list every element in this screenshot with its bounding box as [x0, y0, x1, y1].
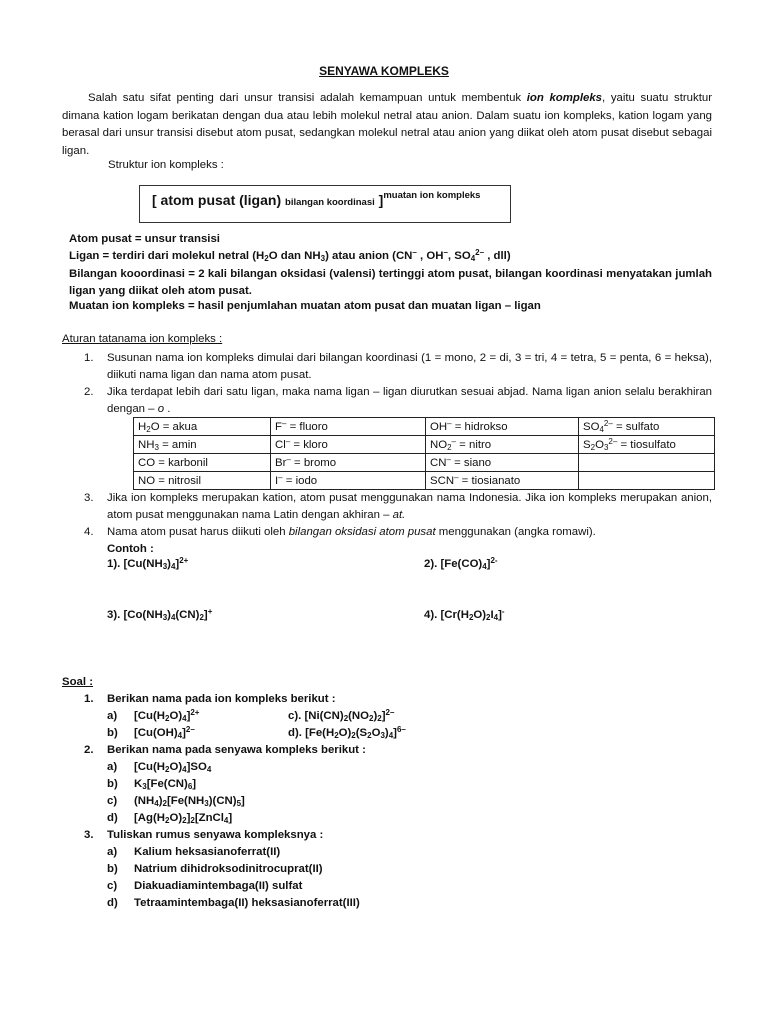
q3b-label: b)	[107, 863, 118, 875]
q2a-label: a)	[107, 761, 118, 773]
example-2: 2). $[Fe(CO)_4]^{2-}$	[424, 556, 498, 571]
q1a-label: a)	[107, 710, 118, 722]
example-3: 3). $[Co(NH_3)_4(CN)_2]^+$	[107, 607, 213, 622]
formula: [ atom pusat (ligan) bilangan koordinasi ]$^{muatan ion kompleks}$	[152, 190, 481, 208]
soal-heading: Soal :	[62, 676, 94, 688]
example-4: 4). $[Cr(H_2O)_2I_4]^-$	[424, 607, 505, 622]
rule-1: 1. Susunan nama ion kompleks dimulai dari bilangan koordinasi (1 = mono, 2 = di, 3 = tri, 4 = tetra, 5 = penta, 6 = heksa), diikuti nama ligan dan nama atom pusat.	[84, 352, 712, 381]
q2c-label: c)	[107, 795, 118, 807]
def-bilangan: Bilangan kooordinasi = 2 kali bilangan oksidasi (valensi) tertinggi atom pusat, bilangan koordinasi menyatakan jumlah ligan yang diikat oleh atom pusat.	[69, 268, 712, 297]
q3-num: 3.	[84, 829, 94, 841]
struktur-label: Struktur ion kompleks :	[108, 159, 224, 171]
contoh-label: Contoh :	[107, 543, 154, 555]
def-ligan: Ligan = terdiri dari molekul netral ($H_2O$ dan $NH_3$) atau anion (CN– , OH–, $SO_4^{2-}$ , dll)	[69, 248, 511, 263]
def-muatan: Muatan ion kompleks = hasil penjumlahan muatan atom pusat dan muatan ligan – ligan	[69, 300, 541, 312]
intro-paragraph: Salah satu sifat penting dari unsur transisi adalah kemampuan untuk membentuk ion kompleks, yaitu suatu struktur dimana kation logam berikatan dengan dua atau lebih molekul netral atau anion. Dalam suatu ion kompleks, kation logam yang berasal dari unsur transisi disebut atom pusat, sedangkan molekul netral atau anion yang diikat oleh atom pusat disebut sebagai ligan.	[62, 92, 712, 157]
ligand-table	[133, 417, 715, 490]
q1a: $[Cu(H_2O)_4]^{2+}$	[134, 708, 200, 723]
q3d: Tetraamintembaga(II) heksasianoferrat(III)	[134, 897, 360, 909]
q2a: $[Cu(H_2O)_4]SO_4$	[134, 761, 212, 774]
q3d-label: d)	[107, 897, 118, 909]
rule-2: 2. Jika terdapat lebih dari satu ligan, maka nama ligan – ligan diurutkan sesuai abjad. Nama ligan anion selalu berakhiran dengan – o .	[84, 386, 712, 415]
q1c: c). $[Ni(CN)_2(NO_2)_2]^{2-}$	[288, 708, 395, 723]
table-row: NO = nitrosil I– = iodo SCN– = tiosianato	[134, 472, 715, 490]
q3b: Natrium dihidroksodinitrocuprat(II)	[134, 863, 323, 875]
q3a: Kalium heksasianoferrat(II)	[134, 846, 281, 858]
q1-num: 1.	[84, 693, 94, 705]
q3-text: Tuliskan rumus senyawa kompleksnya :	[107, 829, 324, 841]
q2b-label: b)	[107, 778, 118, 790]
q2c: $(NH_4)_2[Fe(NH_3)(CN)_5]$	[134, 795, 245, 808]
aturan-heading: Aturan tatanama ion kompleks :	[62, 333, 223, 345]
q1b-label: b)	[107, 727, 118, 739]
q2-num: 2.	[84, 744, 94, 756]
q1b: $[Cu(OH)_4]^{2-}$	[134, 725, 195, 740]
rule-3: 3. Jika ion kompleks merupakan kation, atom pusat menggunakan nama Indonesia. Jika ion kompleks merupakan anion, atom pusat menggunakan nama Latin dengan akhiran – at.	[84, 492, 712, 521]
q3c: Diakuadiamintembaga(II) sulfat	[134, 880, 303, 892]
table-row: $NH_3 = amin$ Cl– = kloro $NO_2^-$ = nitro $S_2O_3^{2-}$ = tiosulfato	[134, 436, 715, 454]
q1d: d). $[Fe(H_2O)_2(S_2O_3)_4]^{6-}$	[288, 725, 406, 740]
rule-4: 4. Nama atom pusat harus diikuti oleh bilangan oksidasi atom pusat menggunakan (angka romawi). Contoh :	[84, 524, 712, 558]
q3c-label: c)	[107, 880, 118, 892]
q2-text: Berikan nama pada senyawa kompleks berikut :	[107, 744, 366, 756]
q2b: $K_3[Fe(CN)_6]$	[134, 778, 197, 791]
table-row: CO = karbonil Br– = bromo CN– = siano	[134, 454, 715, 472]
example-1: 1). $[Cu(NH_3)_4]^{2+}$	[107, 556, 189, 571]
table-row: $H_2O$ = akua F– = fluoro OH– = hidrokso $SO_4^{2-}$ = sulfato	[134, 418, 715, 436]
q2d-label: d)	[107, 812, 118, 824]
page-title: SENYAWA KOMPLEKS	[319, 64, 449, 78]
q1-text: Berikan nama pada ion kompleks berikut :	[107, 693, 336, 705]
def-atom-pusat: Atom pusat = unsur transisi	[69, 233, 220, 245]
q3a-label: a)	[107, 846, 118, 858]
q2d: $[Ag(H_2O)_2]_2[ZnCl_4]$	[134, 812, 233, 825]
